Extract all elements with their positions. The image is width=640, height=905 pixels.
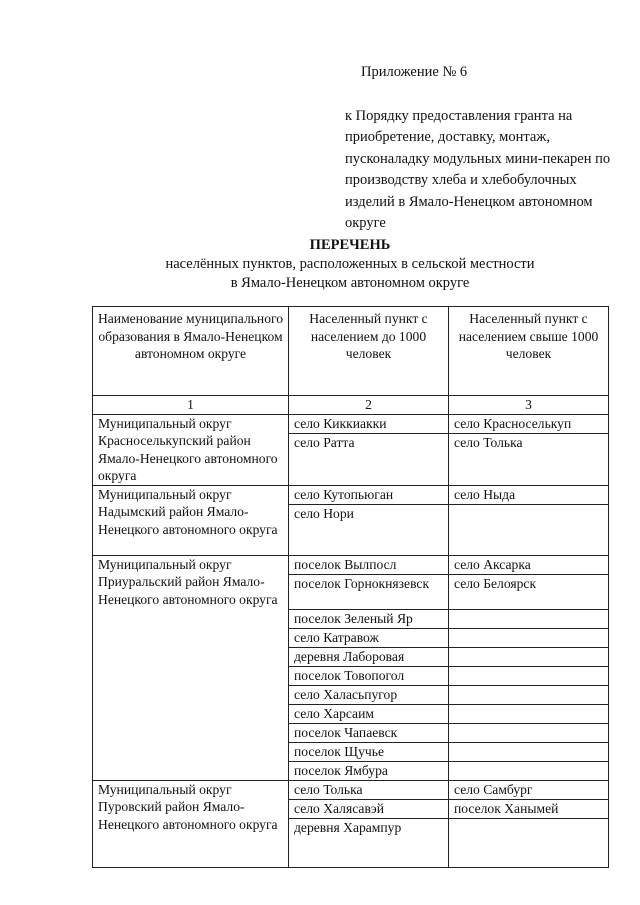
- municipality-cell: Муниципальный округ Пуровский район Ямало-Ненецкого автономного округа: [93, 780, 289, 867]
- settlement-small-cell: поселок Вылпосл: [289, 555, 449, 574]
- settlement-small-cell: деревня Лаборовая: [289, 647, 449, 666]
- header-municipality: Наименование муниципального образования в Ямало-Ненецком автономном округе: [93, 307, 289, 396]
- annex-number: Приложение № 6: [361, 64, 468, 80]
- column-number-row: [93, 396, 609, 415]
- municipality-cell: Муниципальный округ Красноселькупский район Ямало-Ненецкого автономного округа: [93, 414, 289, 485]
- settlement-large-cell: [449, 704, 609, 723]
- settlement-large-cell: село Аксарка: [449, 555, 609, 574]
- settlement-small-cell: село Нори: [289, 504, 449, 555]
- column-number: 3: [449, 396, 609, 415]
- settlement-small-cell: поселок Чапаевск: [289, 723, 449, 742]
- settlement-small-cell: село Катравож: [289, 628, 449, 647]
- settlements-table: [92, 306, 609, 868]
- settlement-large-cell: поселок Ханымей: [449, 799, 609, 818]
- settlement-small-cell: поселок Зеленый Яр: [289, 609, 449, 628]
- settlement-small-cell: село Халясавэй: [289, 799, 449, 818]
- document-heading: [60, 236, 640, 293]
- header-settlement-small: Населенный пункт с населением до 1000 человек: [289, 307, 449, 396]
- settlement-large-cell: [449, 628, 609, 647]
- settlement-small-cell: село Харсаим: [289, 704, 449, 723]
- settlement-small-cell: село Халасьпугор: [289, 685, 449, 704]
- settlement-small-cell: поселок Щучье: [289, 742, 449, 761]
- settlement-large-cell: [449, 818, 609, 867]
- document-title: ПЕРЕЧЕНЬ: [309, 237, 391, 253]
- municipality-cell: Муниципальный округ Приуральский район Ямало-Ненецкого автономного округа: [93, 555, 289, 780]
- settlement-large-cell: [449, 761, 609, 780]
- municipality-cell: Муниципальный округ Надымский район Ямало-Ненецкого автономного округа: [93, 485, 289, 555]
- settlement-large-cell: село Красноселькуп: [449, 414, 609, 433]
- settlement-small-cell: поселок Товопогол: [289, 666, 449, 685]
- settlement-large-cell: [449, 504, 609, 555]
- settlement-large-cell: [449, 647, 609, 666]
- document-subtitle-line2: в Ямало-Ненецком автономном округе: [230, 275, 470, 291]
- table-row: [93, 780, 609, 799]
- table-row: [93, 414, 609, 433]
- settlement-small-cell: поселок Ямбура: [289, 761, 449, 780]
- settlement-small-cell: село Толька: [289, 780, 449, 799]
- settlement-large-cell: [449, 723, 609, 742]
- column-number: 1: [93, 396, 289, 415]
- annex-reference: к Порядку предоставления гранта на приобретение, доставку, монтаж, пусконаладку модульных мини-пекарен по производству хлеба и хлебобулочных изделий в Ямало-Ненецком автономном округе: [345, 107, 611, 231]
- table-row: [93, 555, 609, 574]
- settlement-small-cell: село Кутопьюган: [289, 485, 449, 504]
- settlement-large-cell: [449, 609, 609, 628]
- settlement-small-cell: село Киккиакки: [289, 414, 449, 433]
- annex-block: [345, 62, 615, 235]
- document-subtitle-line1: населённых пунктов, расположенных в сельской местности: [165, 256, 535, 272]
- settlement-small-cell: село Ратта: [289, 433, 449, 485]
- settlement-large-cell: [449, 742, 609, 761]
- table-row: [93, 485, 609, 504]
- settlement-large-cell: село Толька: [449, 433, 609, 485]
- settlement-small-cell: поселок Горнокнязевск: [289, 574, 449, 609]
- settlement-large-cell: [449, 685, 609, 704]
- settlement-large-cell: село Белоярск: [449, 574, 609, 609]
- settlement-large-cell: [449, 666, 609, 685]
- settlement-small-cell: деревня Харампур: [289, 818, 449, 867]
- header-settlement-large: Населенный пункт с населением свыше 1000 человек: [449, 307, 609, 396]
- column-number: 2: [289, 396, 449, 415]
- table-header-row: [93, 307, 609, 396]
- settlement-large-cell: село Самбург: [449, 780, 609, 799]
- settlement-large-cell: село Ныда: [449, 485, 609, 504]
